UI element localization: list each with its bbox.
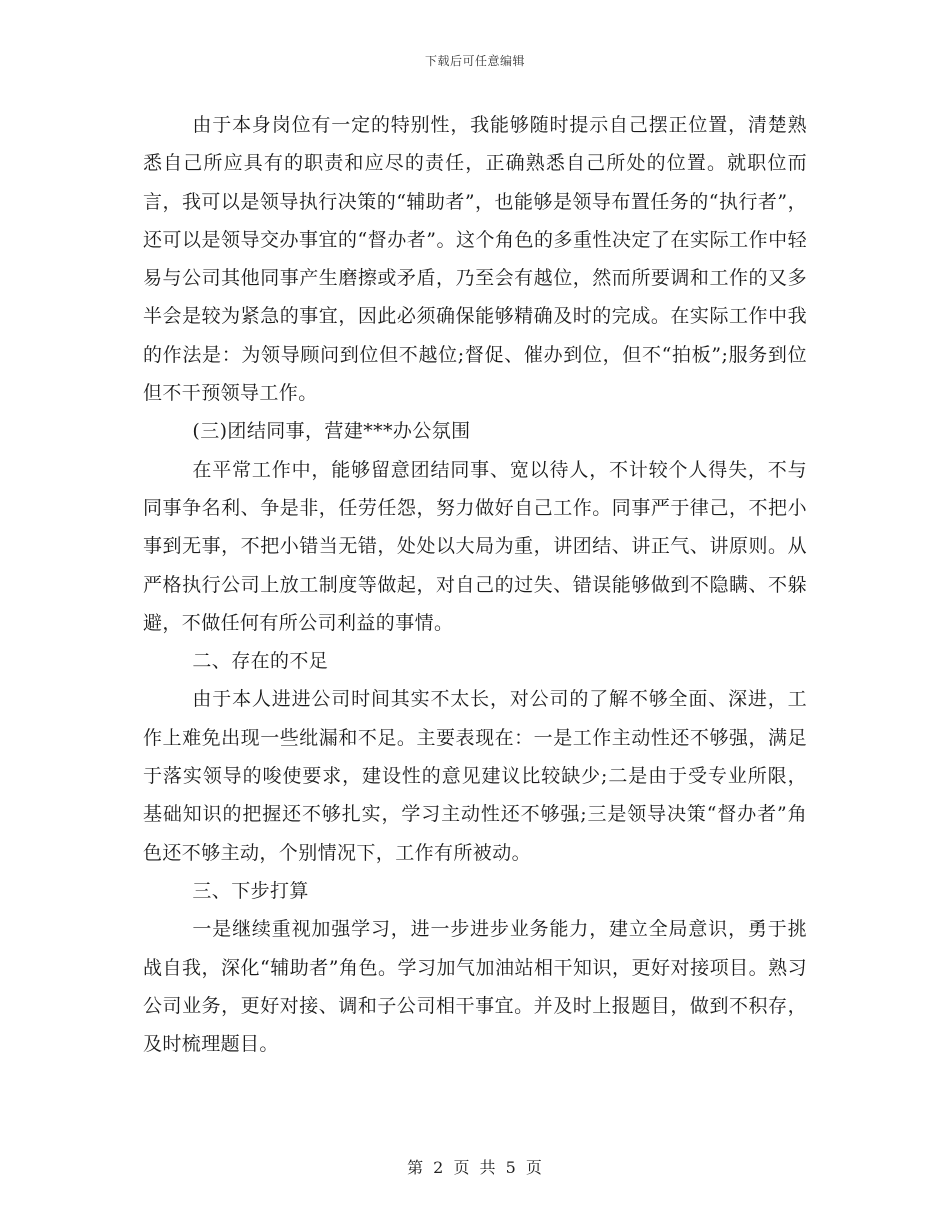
document-body <box>143 106 807 1063</box>
section-heading-unity: (三)团结同事，营建***办公氛围 <box>192 420 471 443</box>
paragraph-role-position: 由于本身岗位有一定的特别性，我能够随时提示自己摆正位置，清楚熟悉自己所应具有的职责和应尽的责任，正确熟悉自己所处的位置。就职位而言，我可以是领导执行决策的“辅助者”，也能够是领导布置任务的“执行者”，还可以是领导交办事宜的“督办者”。这个角色的多重性决定了在实际工作中轻易与公司其他同事产生磨擦或矛盾，乃至会有越位，然而所要调和工作的又多半会是较为紧急的事宜，因此必须确保能够精确及时的完成。在实际工作中我的作法是：为领导顾问到位但不越位;督促、催办到位，但不“拍板”;服务到位但不干预领导工作。 <box>143 114 807 405</box>
paragraph-shortcomings: 由于本人进进公司时间其实不太长，对公司的了解不够全面、深进，工作上难免出现一些纰漏和不足。主要表现在：一是工作主动性还不够强，满足于落实领导的唆使要求，建设性的意见建议比较缺少;二是由于受专业所限，基础知识的把握还不够扎实，学习主动性还不够强;三是领导决策“督办者”角色还不够主动，个别情况下，工作有所被动。 <box>143 688 807 864</box>
page-header: 下载后可任意编辑 <box>424 54 525 68</box>
paragraph-unity: 在平常工作中，能够留意团结同事、宽以待人，不计较个人得失，不与同事争名利、争是非，任劳任怨，努力做好自己工作。同事严于律己，不把小事到无事，不把小错当无错，处处以大局为重，讲团结、讲正气、讲原则。从严格执行公司上放工制度等做起，对自己的过失、错误能够做到不隐瞒、不躲避，不做任何有所公司利益的事情。 <box>143 458 807 634</box>
section-heading-next-steps: 三、下步打算 <box>192 879 309 902</box>
paragraph-next-steps: 一是继续重视加强学习，进一步进步业务能力，建立全局意识，勇于挑战自我，深化“辅助者”角色。学习加气加油站相干知识，更好对接项目。熟习公司业务，更好对接、调和子公司相干事宜。并及时上报题目，做到不积存，及时梳理题目。 <box>143 918 807 1056</box>
page-number: 第 2 页 共 5 页 <box>407 1158 543 1177</box>
section-heading-shortcomings: 二、存在的不足 <box>192 650 329 673</box>
